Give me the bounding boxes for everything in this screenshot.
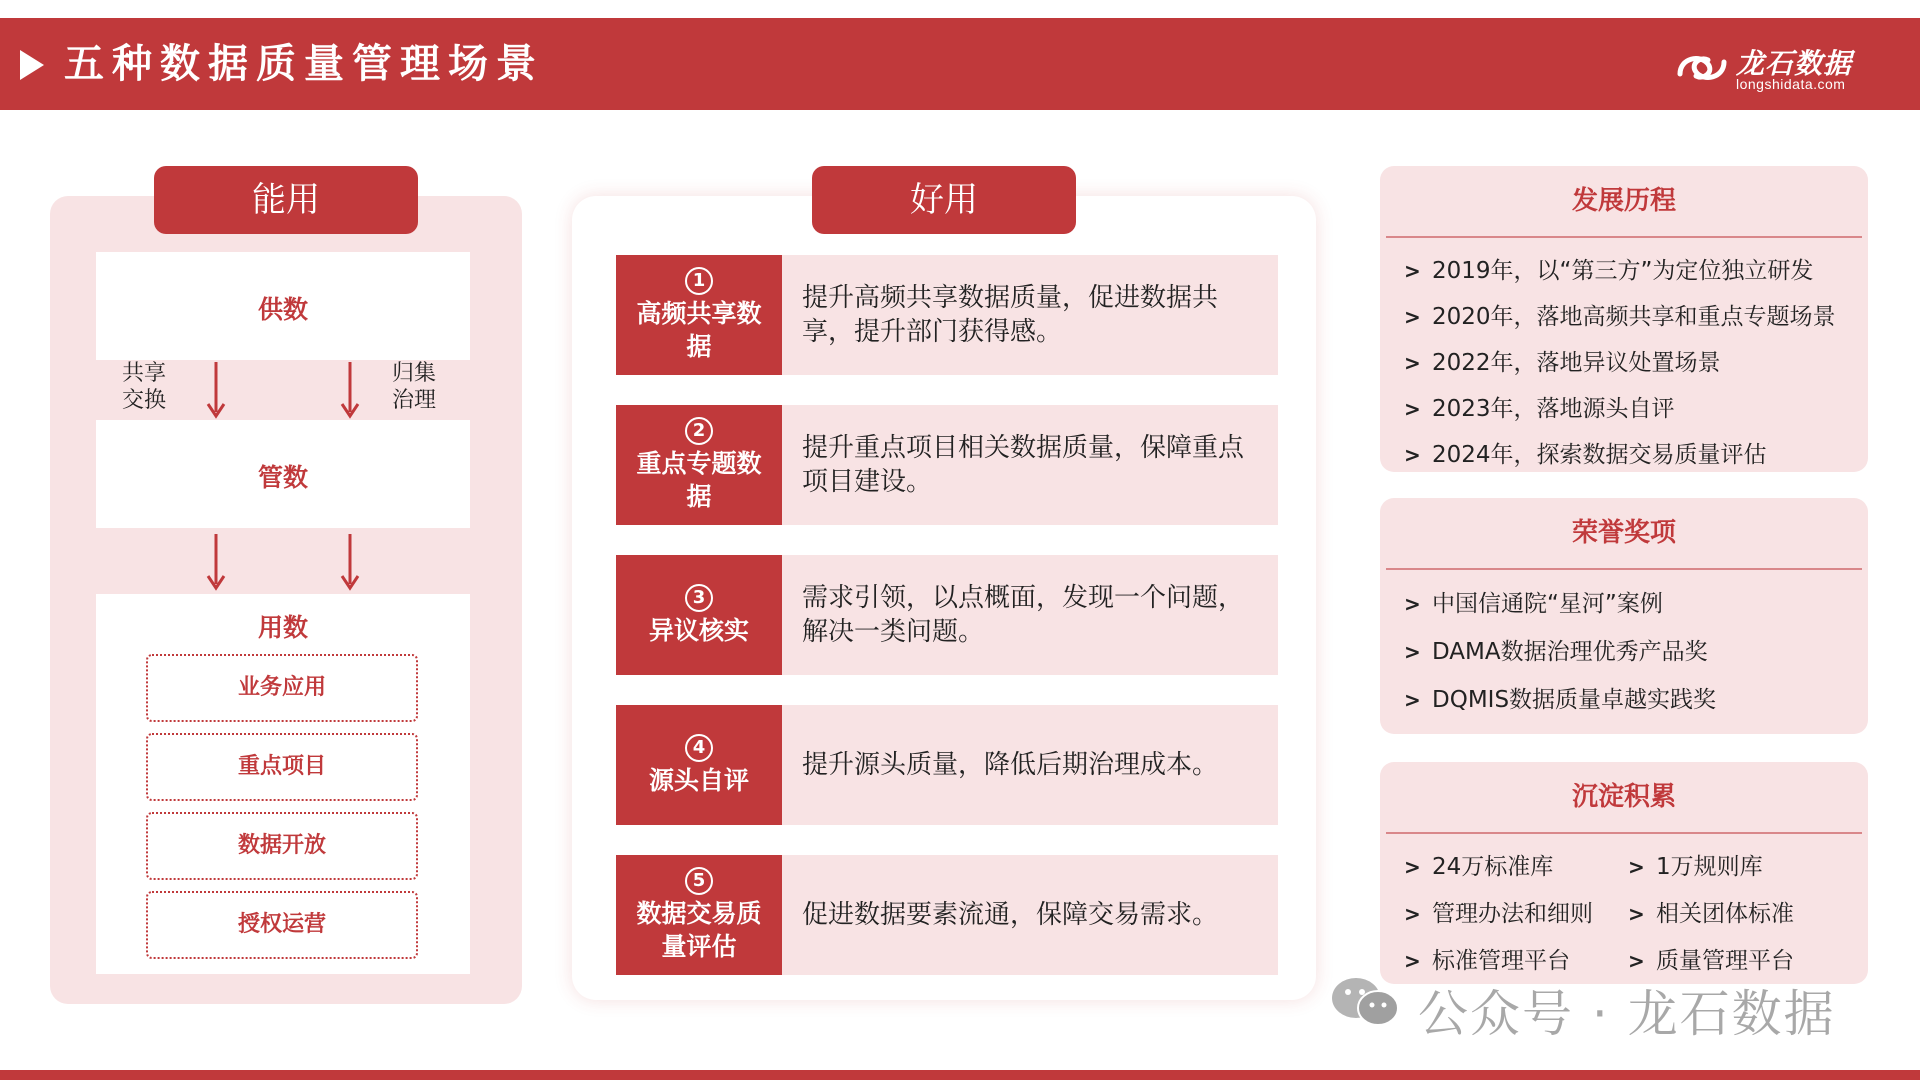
awards-title: 荣誉奖项 bbox=[1571, 518, 1676, 548]
supply-label: 供数 bbox=[257, 295, 308, 324]
scene-title: 高频共享数据 bbox=[636, 299, 762, 361]
scene-number-box bbox=[616, 405, 782, 525]
logo-name: 龙石数据 bbox=[1736, 47, 1853, 80]
scene-row bbox=[616, 405, 1278, 525]
chevron-right-icon: > bbox=[1404, 855, 1421, 879]
scene-row bbox=[616, 255, 1278, 375]
list-item: > DAMA数据治理优秀产品奖 bbox=[1404, 628, 1716, 676]
scene-description: 需求引领，以点概面，发现一个问题，解决一类问题。 bbox=[802, 583, 1245, 647]
list-item: > DQMIS数据质量卓越实践奖 bbox=[1404, 676, 1716, 724]
chevron-right-icon: > bbox=[1404, 443, 1421, 467]
use-item: 授权运营 bbox=[146, 891, 418, 959]
wechat-watermark bbox=[1326, 972, 1886, 1043]
scene-desc-box bbox=[782, 855, 1278, 975]
list-item: > 2023年，落地源头自评 bbox=[1404, 386, 1836, 432]
list-item: > 2019年，以“第三方”为定位独立研发 bbox=[1404, 248, 1836, 294]
circled-number: 4 bbox=[685, 734, 713, 762]
down-arrow-icon bbox=[338, 534, 362, 592]
circled-number: 5 bbox=[685, 867, 713, 895]
chevron-right-icon: > bbox=[1404, 592, 1421, 616]
left-panel-title: 能用 bbox=[154, 166, 418, 234]
list-item: > 2024年，探索数据交易质量评估 bbox=[1404, 432, 1836, 478]
scene-row bbox=[616, 705, 1278, 825]
middle-panel-title: 好用 bbox=[812, 166, 1076, 234]
awards-panel bbox=[1380, 498, 1868, 734]
scene-desc-box bbox=[782, 555, 1278, 675]
circled-number: 2 bbox=[685, 417, 713, 445]
play-triangle-icon bbox=[20, 50, 44, 80]
watermark-text: 公众号 · 龙石数据 bbox=[1418, 985, 1836, 1043]
history-title: 发展历程 bbox=[1571, 186, 1676, 216]
chevron-right-icon: > bbox=[1628, 949, 1645, 973]
scene-desc-box bbox=[782, 705, 1278, 825]
chevron-right-icon: > bbox=[1404, 688, 1421, 712]
divider bbox=[1386, 568, 1862, 570]
chevron-right-icon: > bbox=[1628, 902, 1645, 926]
header-bar bbox=[0, 18, 1920, 110]
use-item: 数据开放 bbox=[146, 812, 418, 880]
use-item: 业务应用 bbox=[146, 654, 418, 722]
scene-description: 提升重点项目相关数据质量，保障重点项目建设。 bbox=[802, 433, 1245, 497]
list-item: > 2022年，落地异议处置场景 bbox=[1404, 340, 1836, 386]
scene-description: 提升源头质量，降低后期治理成本。 bbox=[802, 750, 1219, 780]
scene-number-box bbox=[616, 255, 782, 375]
chevron-right-icon: > bbox=[1404, 949, 1421, 973]
scene-description: 促进数据要素流通，保障交易需求。 bbox=[802, 900, 1219, 930]
collect-govern-label: 归集 治理 bbox=[392, 361, 437, 413]
scene-desc-box bbox=[782, 405, 1278, 525]
scene-title: 重点专题数据 bbox=[636, 449, 762, 511]
divider bbox=[1386, 832, 1862, 834]
use-label: 用数 bbox=[257, 613, 308, 642]
scene-title: 异议核实 bbox=[648, 615, 749, 645]
circled-number: 3 bbox=[685, 584, 713, 612]
assets-grid bbox=[1404, 844, 1864, 985]
list-item: > 管理办法和细则 bbox=[1404, 891, 1628, 938]
supply-box bbox=[96, 252, 470, 360]
list-item: > 质量管理平台 bbox=[1628, 938, 1858, 985]
page-title: 五种数据质量管理场景 bbox=[64, 41, 544, 87]
list-item: > 2020年，落地高频共享和重点专题场景 bbox=[1404, 294, 1836, 340]
down-arrow-icon bbox=[338, 362, 362, 420]
manage-box bbox=[96, 420, 470, 528]
down-arrow-icon bbox=[204, 362, 228, 420]
list-item: > 标准管理平台 bbox=[1404, 938, 1628, 985]
wechat-icon bbox=[1326, 972, 1406, 1032]
top-margin bbox=[0, 0, 1920, 18]
chevron-right-icon: > bbox=[1404, 259, 1421, 283]
scene-row bbox=[616, 855, 1278, 975]
history-panel bbox=[1380, 166, 1868, 472]
scene-description: 提升高频共享数据质量，促进数据共享，提升部门获得感。 bbox=[802, 283, 1219, 347]
down-arrow-icon bbox=[204, 534, 228, 592]
use-item: 重点项目 bbox=[146, 733, 418, 801]
manage-label: 管数 bbox=[257, 463, 308, 492]
circled-number: 1 bbox=[685, 267, 713, 295]
scene-title: 源头自评 bbox=[648, 765, 749, 795]
chevron-right-icon: > bbox=[1404, 305, 1421, 329]
chevron-right-icon: > bbox=[1404, 640, 1421, 664]
share-exchange-label: 共享 交换 bbox=[122, 361, 167, 413]
scene-row bbox=[616, 555, 1278, 675]
logo-url: longshidata.com bbox=[1736, 76, 1846, 92]
awards-list bbox=[1404, 580, 1716, 724]
list-item: > 24万标准库 bbox=[1404, 844, 1628, 891]
assets-panel bbox=[1380, 762, 1868, 984]
list-item: > 1万规则库 bbox=[1628, 844, 1858, 891]
swirl-logo-icon bbox=[1674, 46, 1730, 90]
chevron-right-icon: > bbox=[1404, 351, 1421, 375]
list-item: > 相关团体标准 bbox=[1628, 891, 1858, 938]
history-list bbox=[1404, 248, 1836, 478]
scene-desc-box bbox=[782, 255, 1278, 375]
scene-number-box bbox=[616, 705, 782, 825]
company-logo bbox=[1674, 42, 1884, 94]
assets-title: 沉淀积累 bbox=[1571, 782, 1676, 812]
scene-title: 数据交易质量评估 bbox=[636, 899, 762, 961]
bottom-bar bbox=[0, 1070, 1920, 1080]
chevron-right-icon: > bbox=[1404, 902, 1421, 926]
scene-number-box bbox=[616, 855, 782, 975]
chevron-right-icon: > bbox=[1404, 397, 1421, 421]
divider bbox=[1386, 236, 1862, 238]
scene-number-box bbox=[616, 555, 782, 675]
list-item: > 中国信通院“星河”案例 bbox=[1404, 580, 1716, 628]
chevron-right-icon: > bbox=[1628, 855, 1645, 879]
